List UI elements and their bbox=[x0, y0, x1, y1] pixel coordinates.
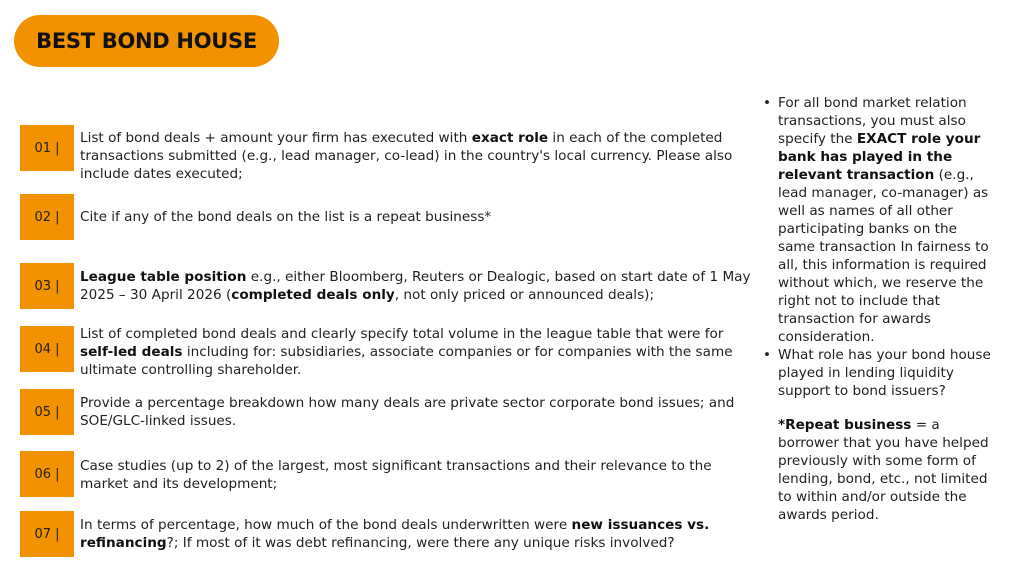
item-number-badge: 04 | bbox=[20, 326, 74, 372]
item-text: List of completed bond deals and clearly specify total volume in the league table that were for self-led deals including for: subsidiaries, associate companies or for companies with the same ultimate controlling shareholder. bbox=[80, 326, 733, 378]
side-bullet-exact-role: • For all bond market relation transactions, you must also specify the EXACT role your bank has played in the relevant transaction (e.g., lead manager, co-manager) as well as names of all other participating banks on the same transaction In fairness to all, this information is required without which, we reserve the right not to include that transaction for awards consideration. bbox=[778, 94, 998, 346]
side-bullet-liquidity-support: • What role has your bond house played in lending liquidity support to bond issuers? bbox=[778, 346, 998, 400]
side-bullet-list bbox=[760, 94, 998, 400]
item-text: List of bond deals + amount your firm has executed with exact role in each of the completed transactions submitted (e.g., lead manager, co-lead) in the country's local currency. Please also include dates executed; bbox=[80, 130, 733, 182]
item-number-badge: 05 | bbox=[20, 389, 74, 435]
item-text: Provide a percentage breakdown how many deals are private sector corporate bond issues; and SOE/GLC-linked issues. bbox=[80, 395, 735, 429]
item-number-badge: 07 | bbox=[20, 511, 74, 557]
repeat-business-footnote: *Repeat business = a borrower that you have helped previously with some form of lending, bond, etc., not limited to within and/or outside the awards period. bbox=[778, 417, 989, 523]
page-title: BEST BOND HOUSE bbox=[14, 15, 279, 67]
item-number-badge: 03 | bbox=[20, 263, 74, 309]
side-notes bbox=[760, 94, 998, 524]
item-number-badge: 06 | bbox=[20, 451, 74, 497]
item-text: Cite if any of the bond deals on the list is a repeat business* bbox=[80, 209, 492, 225]
item-text: In terms of percentage, how much of the bond deals underwritten were new issuances vs. refinancing?; If most of it was debt refinancing, were there any unique risks involved? bbox=[80, 517, 710, 551]
item-number-badge: 02 | bbox=[20, 194, 74, 240]
item-text: League table position e.g., either Bloomberg, Reuters or Dealogic, based on start date of 1 May 2025 – 30 April 2026 (completed deals only, not only priced or announced deals); bbox=[80, 269, 751, 303]
item-number-badge: 01 | bbox=[20, 125, 74, 171]
item-text: Case studies (up to 2) of the largest, most significant transactions and their relevance to the market and its development; bbox=[80, 458, 712, 492]
